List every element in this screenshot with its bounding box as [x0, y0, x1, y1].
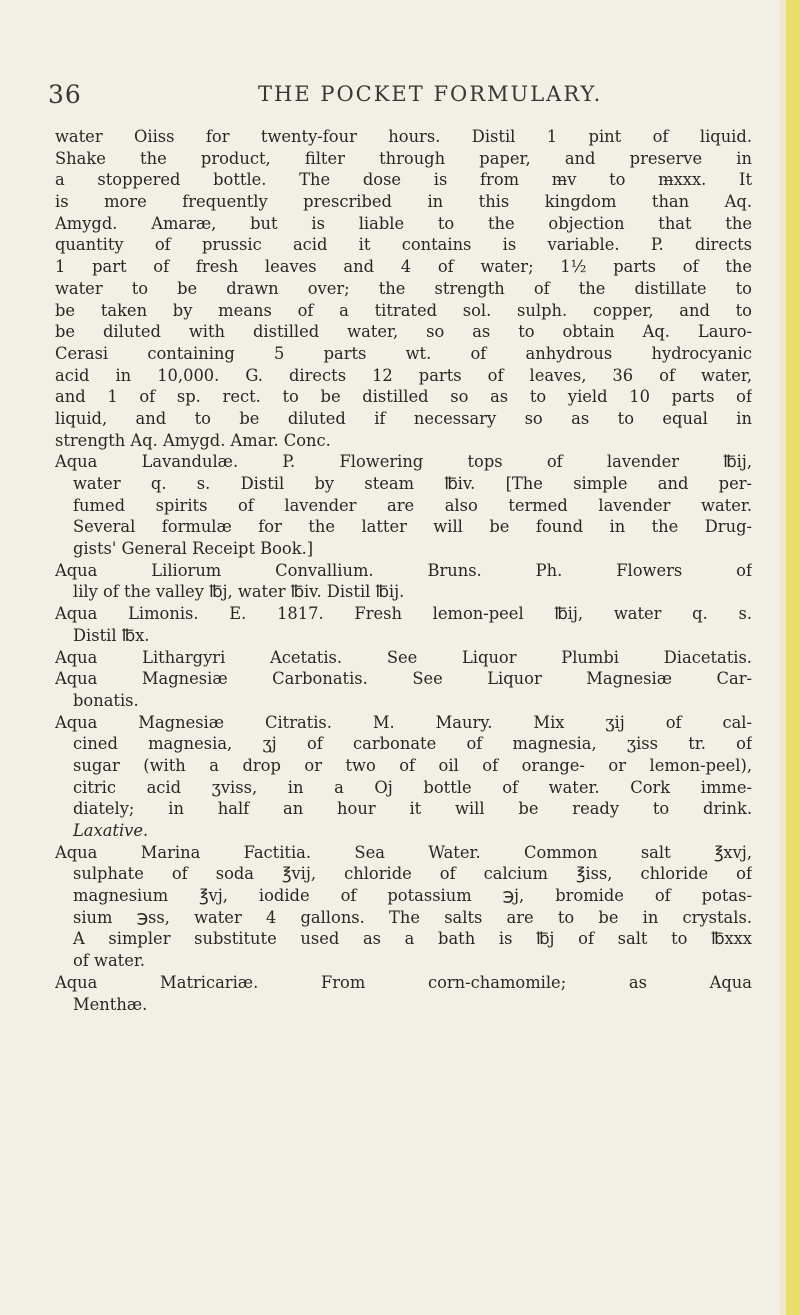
text-line: be diluted with distilled water, so as to obtain Aq. Lauro- [55, 322, 752, 342]
text-line: gists' General Receipt Book.] [73, 539, 314, 559]
text-line: cined magnesia, ʒj of carbonate of magnesia, ʒiss tr. of [73, 734, 752, 754]
text-line: sugar (with a drop or two of oil of orange- or lemon-peel), [73, 755, 752, 775]
text-line: fumed spirits of lavender are also termed lavender water. [73, 495, 752, 515]
text-line: citric acid ʒviss, in a Oj bottle of water. Cork imme- [73, 777, 752, 797]
text-line: diately; in half an hour it will be ready to drink. [73, 799, 752, 819]
text-line: liquid, and to be diluted if necessary so as to equal in [55, 408, 752, 428]
text-line: and 1 of sp. rect. to be distilled so as to yield 10 parts of [55, 387, 752, 407]
text-line: Several formulæ for the latter will be found in the Drug- [73, 517, 752, 537]
text-line: sulphate of soda ℥vij, chloride of calcium ℥iss, chloride of [73, 864, 752, 884]
entry-aqua-marina-factitia: Aqua Marina Factitia. Sea Water. Common salt ℥xvj, [55, 842, 752, 862]
text-line: magnesium ℥vj, iodide of potassium ℈j, bromide of potas- [73, 886, 752, 906]
text-line: strength Aq. Amygd. Amar. Conc. [55, 430, 331, 450]
text-line: acid in 10,000. G. directs 12 parts of leaves, 36 of water, [55, 365, 752, 385]
entry-aqua-lithargyri-acetatis: Aqua Lithargyri Acetatis. See Liquor Plumbi Diacetatis. [55, 647, 752, 667]
entry-aqua-liliorum-convallium: Aqua Liliorum Convallium. Bruns. Ph. Flowers of [55, 560, 752, 580]
text-line: Laxative. [73, 821, 149, 840]
entry-aqua-limonis: Aqua Limonis. E. 1817. Fresh lemon-peel ℔ij, water q. s. [55, 604, 752, 624]
text-line: is more frequently prescribed in this kingdom than Aq. [55, 192, 752, 212]
text-line: a stoppered bottle. The dose is from m̶v to m̶xxx. It [55, 170, 752, 190]
text-line: quantity of prussic acid it contains is variable. P. directs [55, 235, 752, 255]
entry-aqua-magnesiae-carbonatis: Aqua Magnesiæ Carbonatis. See Liquor Magnesiæ Car- [55, 669, 752, 689]
text-line: bonatis. [73, 690, 139, 710]
text-line: sium ℈ss, water 4 gallons. The salts are to be in crystals. [73, 907, 752, 927]
entry-aqua-magnesiae-citratis: Aqua Magnesiæ Citratis. M. Maury. Mix ʒij of cal- [55, 712, 752, 732]
entry-aqua-matricariae: Aqua Matricariæ. From corn-chamomile; as Aqua [55, 972, 752, 992]
body-text [55, 126, 752, 1015]
text-line: Menthæ. [73, 994, 148, 1014]
text-line: be taken by means of a titrated sol. sulph. copper, and to [55, 300, 752, 320]
text-line: 1 part of fresh leaves and 4 of water; 1½ parts of the [55, 257, 752, 277]
running-title: THE POCKET FORMULARY. [258, 82, 603, 106]
page-edge [786, 0, 800, 1315]
text-line: water Oiiss for twenty-four hours. Distil 1 pint of liquid. [55, 127, 752, 146]
text-line: Distil ℔x. [73, 625, 150, 645]
text-line: Amygd. Amaræ, but is liable to the objection that the [55, 213, 752, 233]
entry-aqua-lavandulae: Aqua Lavandulæ. P. Flowering tops of lavender ℔ij, [55, 452, 752, 472]
text-line: A simpler substitute used as a bath is ℔j of salt to ℔xxx [73, 929, 752, 949]
page-header [0, 80, 800, 110]
page-number: 36 [48, 80, 82, 109]
text-line: Cerasi containing 5 parts wt. of anhydrous hydrocyanic [55, 343, 752, 363]
text-line: water to be drawn over; the strength of the distillate to [55, 278, 752, 298]
text-line: lily of the valley ℔j, water ℔iv. Distil ℔ij. [73, 582, 405, 602]
text-line: of water. [73, 951, 145, 971]
text-line: Shake the product, filter through paper, and preserve in [55, 148, 752, 168]
text-line: water q. s. Distil by steam ℔iv. [The simple and per- [73, 474, 752, 493]
